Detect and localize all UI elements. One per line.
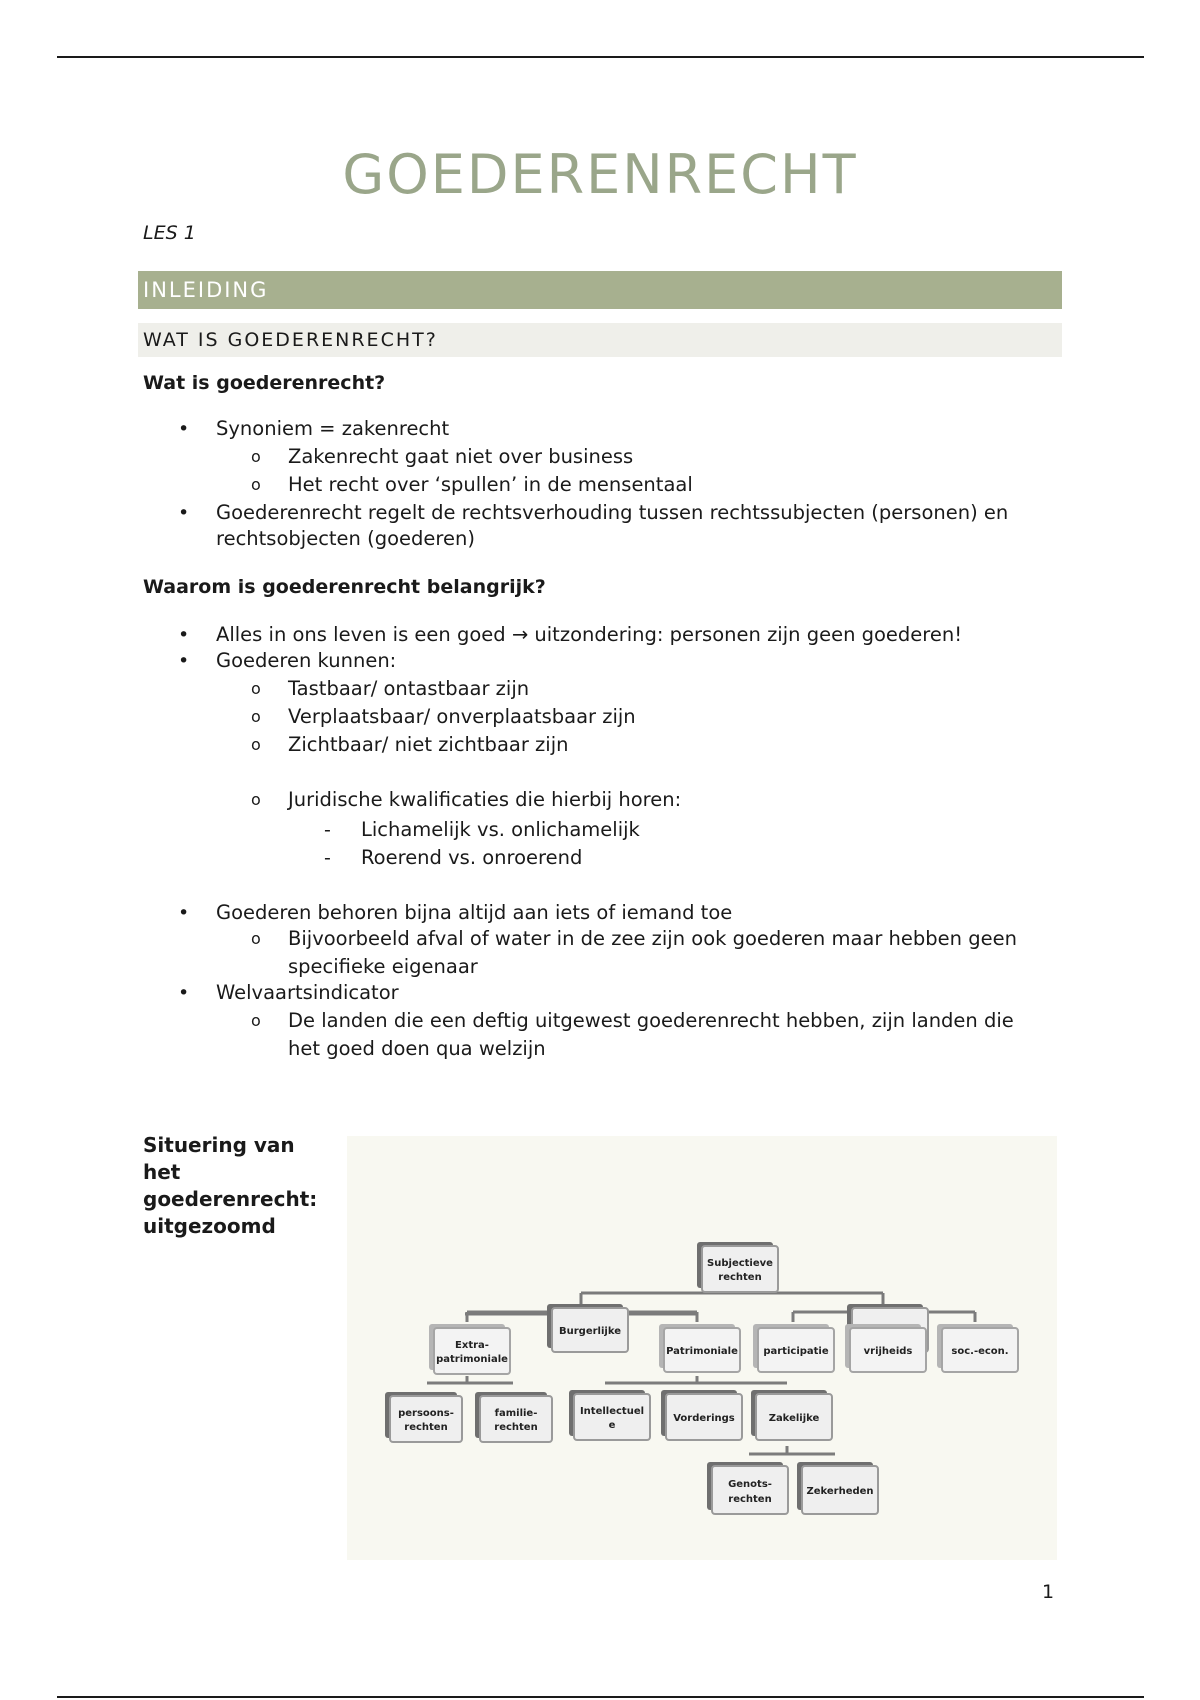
node-genotsrechten — [707, 1462, 788, 1514]
list-item: Goederen behoren bijna altijd aan iets of iemand toe — [216, 901, 733, 924]
node-label: persoons- — [398, 1408, 454, 1419]
node-label: Burgerlijke — [559, 1326, 621, 1337]
list-item: Zakenrecht gaat niet over business — [288, 445, 634, 468]
list-item: Juridische kwalificaties die hierbij horen: — [288, 788, 682, 811]
node-label: rechten — [728, 1494, 772, 1505]
list-item: Goederenrecht regelt de rechtsverhouding tussen rechtssubjecten (personen) en — [216, 501, 1009, 524]
node-persoonsrechten — [385, 1392, 462, 1442]
section-heading: INLEIDING — [138, 271, 1062, 309]
node-vorderings — [661, 1390, 742, 1440]
node-label: vrijheids — [863, 1346, 913, 1357]
node-label: Intellectuel — [579, 1406, 645, 1417]
node-zekerheden — [797, 1462, 878, 1514]
list-item: rechtsobjecten (goederen) — [216, 527, 475, 550]
bullet-marker: • — [178, 624, 190, 646]
caption-line: Situering van — [143, 1133, 295, 1157]
node-intellectueel — [569, 1390, 650, 1440]
node-label: Zakelijke — [768, 1413, 820, 1424]
sub-marker: o — [251, 679, 261, 698]
node-label: Patrimoniale — [666, 1346, 738, 1357]
top-rule — [57, 56, 1144, 58]
dash-marker: - — [324, 847, 331, 869]
list-item: Zichtbaar/ niet zichtbaar zijn — [288, 733, 569, 756]
diagram-boxes — [347, 1136, 1057, 1560]
list-item: Welvaartsindicator — [216, 981, 399, 1004]
node-subjectieve-rechten — [697, 1242, 778, 1292]
node-label: familie- — [494, 1408, 538, 1419]
caption-line: het — [143, 1160, 181, 1184]
node-burgerlijke — [547, 1304, 628, 1352]
sub-marker: o — [251, 929, 261, 948]
node-label: Subjectieve — [707, 1258, 773, 1269]
list-item: Het recht over ‘spullen’ in de mensentaal — [288, 473, 693, 496]
sub-marker: o — [251, 1011, 261, 1030]
question-heading: Waarom is goederenrecht belangrijk? — [143, 576, 546, 598]
node-label: rechten — [494, 1422, 538, 1433]
list-item: het goed doen qua welzijn — [288, 1037, 546, 1060]
node-patrimoniale — [659, 1324, 740, 1372]
diagram-caption — [143, 1132, 328, 1240]
sub-marker: o — [251, 707, 261, 726]
node-extra-patrimoniale — [429, 1324, 510, 1374]
list-item: Alles in ons leven is een goed → uitzondering: personen zijn geen goederen! — [216, 623, 963, 646]
node-label: participatie — [763, 1346, 829, 1357]
page-number: 1 — [1042, 1581, 1055, 1603]
bullet-marker: • — [178, 502, 190, 524]
list-item: Verplaatsbaar/ onverplaatsbaar zijn — [288, 705, 636, 728]
node-label: patrimoniale — [436, 1354, 508, 1365]
list-item: Lichamelijk vs. onlichamelijk — [361, 818, 640, 841]
bullet-marker: • — [178, 982, 190, 1004]
node-label: Zekerheden — [806, 1486, 874, 1497]
page-title: GOEDERENRECHT — [342, 143, 858, 206]
bullet-marker: • — [178, 418, 190, 440]
node-zakelijke — [751, 1390, 832, 1440]
list-item: specifieke eigenaar — [288, 955, 478, 978]
bullet-marker: • — [178, 650, 190, 672]
list-item: Bijvoorbeeld afval of water in de zee zijn ook goederen maar hebben geen — [288, 927, 1017, 950]
list-item: Synoniem = zakenrecht — [216, 417, 450, 440]
node-label: e — [608, 1420, 616, 1431]
node-label: rechten — [404, 1422, 448, 1433]
node-label: soc.-econ. — [951, 1346, 1009, 1357]
list-item: Tastbaar/ ontastbaar zijn — [288, 677, 530, 700]
bottom-rule — [57, 1696, 1144, 1698]
node-familierechten — [475, 1392, 552, 1442]
caption-line: uitgezoomd — [143, 1214, 276, 1238]
list-item: Roerend vs. onroerend — [361, 846, 583, 869]
list-item: De landen die een deftig uitgewest goederenrecht hebben, zijn landen die — [288, 1009, 1014, 1032]
lesson-label: LES 1 — [143, 222, 196, 244]
list-item: Goederen kunnen: — [216, 649, 397, 672]
sub-marker: o — [251, 735, 261, 754]
sub-marker: o — [251, 447, 261, 466]
hierarchy-diagram — [347, 1136, 1057, 1560]
subsection-heading: WAT IS GOEDERENRECHT? — [138, 323, 1062, 357]
sub-marker: o — [251, 475, 261, 494]
node-vrijheids — [845, 1324, 926, 1372]
caption-line: goederenrecht: — [143, 1187, 318, 1211]
node-participatie — [753, 1324, 834, 1372]
node-label: rechten — [718, 1272, 762, 1283]
dash-marker: - — [324, 819, 331, 841]
bullet-marker: • — [178, 902, 190, 924]
sub-marker: o — [251, 790, 261, 809]
node-label: Genots- — [728, 1479, 772, 1490]
node-label: Vorderings — [673, 1413, 735, 1424]
node-soc-econ — [937, 1324, 1018, 1372]
question-heading: Wat is goederenrecht? — [143, 372, 386, 394]
node-label: Extra- — [455, 1340, 489, 1351]
